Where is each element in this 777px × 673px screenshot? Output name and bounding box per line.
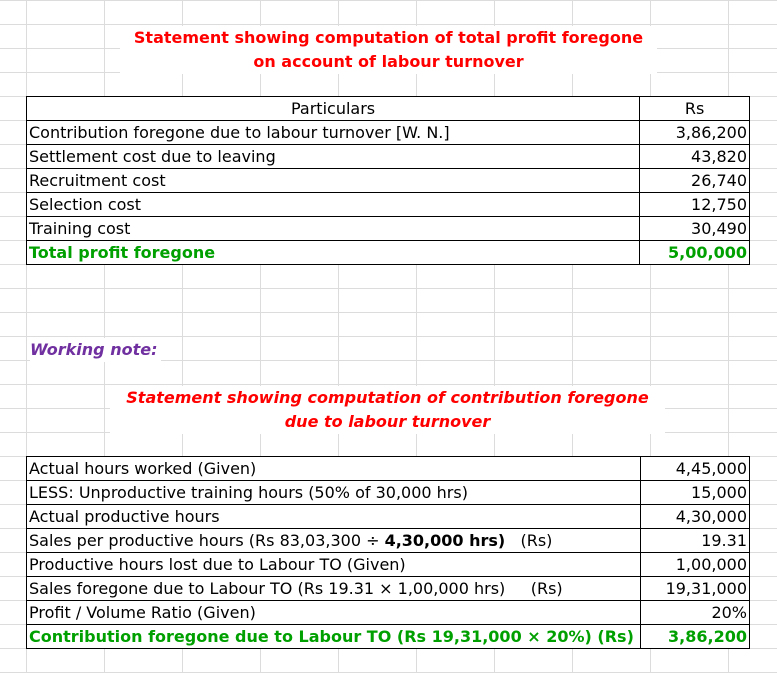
row-amount: 12,750 [640, 193, 750, 217]
row-label: Actual hours worked (Given) [27, 457, 641, 481]
row-amount: 4,30,000 [640, 505, 749, 529]
total-row [27, 241, 750, 265]
row-amount: 15,000 [640, 481, 749, 505]
table-row [27, 169, 750, 193]
wn-title-line2: due to labour turnover [284, 412, 491, 431]
row-label [27, 529, 641, 553]
row-amount: 19.31 [640, 529, 749, 553]
main-statement-title [120, 26, 657, 74]
total-row [27, 625, 750, 649]
row-label: Productive hours lost due to Labour TO (Given) [27, 553, 641, 577]
row-amount: 30,490 [640, 217, 750, 241]
row-amount: 43,820 [640, 145, 750, 169]
row-label: Sales foregone due to Labour TO (Rs 19.31 × 1,00,000 hrs) (Rs) [27, 577, 641, 601]
main-title-line2: on account of labour turnover [253, 52, 524, 71]
total-label: Total profit foregone [27, 241, 640, 265]
row-label: Selection cost [27, 193, 640, 217]
table-row [27, 577, 750, 601]
row-label: Settlement cost due to leaving [27, 145, 640, 169]
table-row [27, 193, 750, 217]
amount-header: Rs [640, 97, 750, 121]
profit-foregone-table [26, 96, 750, 265]
row-label: Contribution foregone due to labour turnover [W. N.] [27, 121, 640, 145]
table-row [27, 457, 750, 481]
row-label-part-b: 4,30,000 hrs) [384, 531, 506, 550]
table-row [27, 553, 750, 577]
row-label: LESS: Unproductive training hours (50% of 30,000 hrs) [27, 481, 641, 505]
wn-title-line1: Statement showing computation of contribution foregone [126, 388, 649, 407]
table-row [27, 121, 750, 145]
row-amount: 4,45,000 [640, 457, 749, 481]
row-label: Recruitment cost [27, 169, 640, 193]
row-amount: 1,00,000 [640, 553, 749, 577]
row-amount: 20% [640, 601, 749, 625]
total-label: Contribution foregone due to Labour TO (Rs 19,31,000 × 20%) (Rs) [27, 625, 641, 649]
row-amount: 19,31,000 [640, 577, 749, 601]
contribution-foregone-table [26, 456, 750, 649]
table-header-row [27, 97, 750, 121]
table-row [27, 529, 750, 553]
row-amount: 26,740 [640, 169, 750, 193]
total-amount: 3,86,200 [640, 625, 749, 649]
row-amount: 3,86,200 [640, 121, 750, 145]
row-label-part-c: (Rs) [505, 531, 553, 550]
row-label: Profit / Volume Ratio (Given) [27, 601, 641, 625]
table-row [27, 505, 750, 529]
table-row [27, 145, 750, 169]
row-label: Training cost [27, 217, 640, 241]
working-note-title [110, 386, 665, 434]
row-label: Actual productive hours [27, 505, 641, 529]
row-label-part-a: Sales per productive hours (Rs 83,03,300 ÷ [29, 531, 385, 550]
table-row [27, 601, 750, 625]
particulars-header: Particulars [27, 97, 640, 121]
table-row [27, 481, 750, 505]
total-amount: 5,00,000 [640, 241, 750, 265]
working-note-label: Working note: [30, 338, 161, 362]
main-title-line1: Statement showing computation of total profit foregone [133, 28, 644, 47]
table-row [27, 217, 750, 241]
